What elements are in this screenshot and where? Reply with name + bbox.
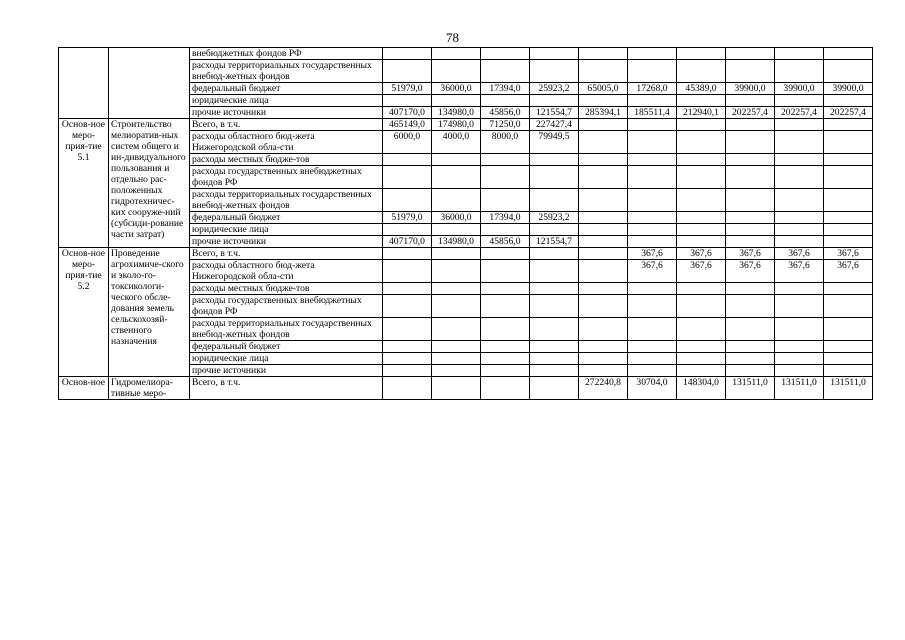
amount-cell xyxy=(677,236,726,248)
amount-cell: 8000,0 xyxy=(481,131,530,154)
amount-cell xyxy=(628,353,677,365)
amount-cell xyxy=(775,119,824,131)
amount-cell xyxy=(775,212,824,224)
amount-cell xyxy=(628,365,677,377)
funding-source-label: федеральный бюджет xyxy=(190,212,383,224)
funding-source-label: расходы местных бюдже-тов xyxy=(190,154,383,166)
funding-source-label: федеральный бюджет xyxy=(190,83,383,95)
amount-cell xyxy=(432,95,481,107)
amount-cell: 51979,0 xyxy=(383,212,432,224)
amount-cell xyxy=(383,224,432,236)
amount-cell xyxy=(530,248,579,260)
amount-cell xyxy=(628,154,677,166)
amount-cell xyxy=(775,236,824,248)
amount-cell xyxy=(726,131,775,154)
amount-cell xyxy=(628,341,677,353)
amount-cell xyxy=(677,131,726,154)
budget-table xyxy=(58,47,873,400)
amount-cell xyxy=(824,365,873,377)
measure-title: Проведение агрохимиче-ского и эколо-го-токсикологи-ческого обсле-дования земель сельскохозяй-ственного назначения xyxy=(109,248,190,377)
amount-cell xyxy=(726,236,775,248)
funding-source-label: юридические лица xyxy=(190,353,383,365)
amount-cell: 134980,0 xyxy=(432,236,481,248)
amount-cell xyxy=(383,260,432,283)
amount-cell xyxy=(481,260,530,283)
amount-cell xyxy=(530,365,579,377)
amount-cell xyxy=(432,295,481,318)
amount-cell xyxy=(579,260,628,283)
amount-cell xyxy=(824,166,873,189)
amount-cell xyxy=(579,353,628,365)
amount-cell: 131511,0 xyxy=(824,377,873,400)
amount-cell: 79949,5 xyxy=(530,131,579,154)
amount-cell xyxy=(824,95,873,107)
measure-code xyxy=(59,48,109,119)
amount-cell xyxy=(432,318,481,341)
amount-cell: 121554,7 xyxy=(530,236,579,248)
amount-cell xyxy=(432,353,481,365)
amount-cell xyxy=(726,283,775,295)
amount-cell xyxy=(726,189,775,212)
amount-cell xyxy=(481,95,530,107)
amount-cell: 45856,0 xyxy=(481,236,530,248)
amount-cell: 131511,0 xyxy=(775,377,824,400)
amount-cell xyxy=(677,95,726,107)
amount-cell xyxy=(432,283,481,295)
amount-cell xyxy=(824,353,873,365)
funding-source-label: расходы территориальных государственных внебюд-жетных фондов xyxy=(190,60,383,83)
amount-cell: 367,6 xyxy=(726,260,775,283)
amount-cell: 407170,0 xyxy=(383,107,432,119)
funding-source-label: внебюджетных фондов РФ xyxy=(190,48,383,60)
amount-cell: 285394,1 xyxy=(579,107,628,119)
amount-cell: 202257,4 xyxy=(726,107,775,119)
amount-cell xyxy=(432,248,481,260)
amount-cell: 30704,0 xyxy=(628,377,677,400)
amount-cell xyxy=(775,224,824,236)
amount-cell xyxy=(775,60,824,83)
amount-cell xyxy=(481,154,530,166)
amount-cell: 36000,0 xyxy=(432,212,481,224)
amount-cell xyxy=(677,341,726,353)
amount-cell: 17394,0 xyxy=(481,212,530,224)
amount-cell xyxy=(432,224,481,236)
amount-cell xyxy=(579,295,628,318)
amount-cell xyxy=(824,119,873,131)
amount-cell: 272240,8 xyxy=(579,377,628,400)
amount-cell: 25923,2 xyxy=(530,83,579,95)
amount-cell xyxy=(383,283,432,295)
amount-cell: 148304,0 xyxy=(677,377,726,400)
amount-cell: 134980,0 xyxy=(432,107,481,119)
amount-cell xyxy=(628,224,677,236)
amount-cell xyxy=(383,166,432,189)
amount-cell xyxy=(383,248,432,260)
amount-cell xyxy=(726,154,775,166)
amount-cell xyxy=(726,318,775,341)
table-row xyxy=(59,119,873,131)
amount-cell xyxy=(726,95,775,107)
amount-cell: 36000,0 xyxy=(432,83,481,95)
amount-cell: 367,6 xyxy=(775,260,824,283)
amount-cell xyxy=(530,377,579,400)
amount-cell xyxy=(579,365,628,377)
amount-cell xyxy=(579,236,628,248)
amount-cell xyxy=(579,48,628,60)
funding-source-label: расходы территориальных государственных внебюд-жетных фондов xyxy=(190,318,383,341)
amount-cell xyxy=(383,377,432,400)
table-row xyxy=(59,377,873,400)
amount-cell xyxy=(726,224,775,236)
amount-cell xyxy=(677,365,726,377)
amount-cell xyxy=(628,119,677,131)
amount-cell xyxy=(726,365,775,377)
amount-cell xyxy=(726,48,775,60)
amount-cell xyxy=(677,119,726,131)
amount-cell: 367,6 xyxy=(824,260,873,283)
amount-cell xyxy=(824,189,873,212)
amount-cell xyxy=(628,236,677,248)
amount-cell xyxy=(579,154,628,166)
amount-cell xyxy=(677,212,726,224)
amount-cell xyxy=(628,95,677,107)
measure-title xyxy=(109,48,190,119)
amount-cell xyxy=(677,60,726,83)
amount-cell xyxy=(677,295,726,318)
amount-cell xyxy=(677,224,726,236)
funding-source-label: прочие источники xyxy=(190,107,383,119)
amount-cell: 17394,0 xyxy=(481,83,530,95)
amount-cell: 17268,0 xyxy=(628,83,677,95)
amount-cell: 465149,0 xyxy=(383,119,432,131)
amount-cell xyxy=(432,260,481,283)
amount-cell: 367,6 xyxy=(775,248,824,260)
amount-cell xyxy=(383,154,432,166)
amount-cell xyxy=(481,341,530,353)
amount-cell xyxy=(628,131,677,154)
amount-cell: 202257,4 xyxy=(775,107,824,119)
amount-cell xyxy=(775,95,824,107)
amount-cell xyxy=(579,131,628,154)
amount-cell xyxy=(481,295,530,318)
amount-cell xyxy=(726,341,775,353)
amount-cell xyxy=(775,48,824,60)
funding-source-label: прочие источники xyxy=(190,236,383,248)
funding-source-label: юридические лица xyxy=(190,224,383,236)
amount-cell xyxy=(677,353,726,365)
funding-source-label: расходы государственных внебюджетных фондов РФ xyxy=(190,166,383,189)
amount-cell xyxy=(628,318,677,341)
measure-code: Основ-ное меро-прия-тие 5.2 xyxy=(59,248,109,377)
amount-cell: 367,6 xyxy=(677,260,726,283)
amount-cell xyxy=(530,95,579,107)
amount-cell xyxy=(628,283,677,295)
amount-cell xyxy=(530,283,579,295)
amount-cell xyxy=(481,318,530,341)
measure-code: Основ-ное xyxy=(59,377,109,400)
amount-cell xyxy=(432,189,481,212)
amount-cell xyxy=(824,154,873,166)
amount-cell xyxy=(530,48,579,60)
amount-cell xyxy=(579,95,628,107)
amount-cell xyxy=(579,212,628,224)
amount-cell: 45389,0 xyxy=(677,83,726,95)
amount-cell xyxy=(579,166,628,189)
amount-cell: 51979,0 xyxy=(383,83,432,95)
amount-cell xyxy=(481,60,530,83)
amount-cell: 39900,0 xyxy=(726,83,775,95)
amount-cell xyxy=(481,189,530,212)
amount-cell xyxy=(579,119,628,131)
amount-cell: 6000,0 xyxy=(383,131,432,154)
funding-source-label: расходы областного бюд-жета Нижегородской обла-сти xyxy=(190,260,383,283)
amount-cell: 407170,0 xyxy=(383,236,432,248)
funding-source-label: расходы местных бюдже-тов xyxy=(190,283,383,295)
amount-cell xyxy=(824,224,873,236)
table-row xyxy=(59,248,873,260)
amount-cell xyxy=(481,353,530,365)
table-row xyxy=(59,48,873,60)
amount-cell: 212940,1 xyxy=(677,107,726,119)
amount-cell xyxy=(530,60,579,83)
amount-cell xyxy=(432,154,481,166)
amount-cell xyxy=(530,318,579,341)
amount-cell xyxy=(628,189,677,212)
amount-cell xyxy=(824,131,873,154)
measure-title: Строительство мелиоратив-ных систем общего и ин-дивидуального пользования и отдельно рас-положенных гидротехничес-ких сооруже-ний (субсиди-рование части затрат) xyxy=(109,119,190,248)
funding-source-label: прочие источники xyxy=(190,365,383,377)
amount-cell xyxy=(530,260,579,283)
funding-source-label: расходы территориальных государственных внебюд-жетных фондов xyxy=(190,189,383,212)
amount-cell xyxy=(579,60,628,83)
amount-cell: 202257,4 xyxy=(824,107,873,119)
amount-cell: 65005,0 xyxy=(579,83,628,95)
amount-cell xyxy=(677,166,726,189)
amount-cell xyxy=(726,212,775,224)
amount-cell xyxy=(530,295,579,318)
amount-cell xyxy=(383,318,432,341)
amount-cell xyxy=(824,48,873,60)
amount-cell xyxy=(383,60,432,83)
funding-source-label: юридические лица xyxy=(190,95,383,107)
amount-cell xyxy=(530,189,579,212)
amount-cell xyxy=(383,365,432,377)
amount-cell xyxy=(481,166,530,189)
amount-cell xyxy=(775,341,824,353)
amount-cell xyxy=(530,224,579,236)
funding-source-label: расходы государственных внебюджетных фондов РФ xyxy=(190,295,383,318)
amount-cell: 367,6 xyxy=(677,248,726,260)
amount-cell xyxy=(677,48,726,60)
amount-cell xyxy=(824,283,873,295)
amount-cell xyxy=(432,377,481,400)
measure-title: Гидромелиора-тивные меро- xyxy=(109,377,190,400)
amount-cell xyxy=(579,283,628,295)
amount-cell xyxy=(579,189,628,212)
funding-source-label: Всего, в т.ч. xyxy=(190,248,383,260)
amount-cell xyxy=(775,318,824,341)
amount-cell xyxy=(775,166,824,189)
amount-cell xyxy=(677,154,726,166)
amount-cell xyxy=(481,248,530,260)
amount-cell xyxy=(628,212,677,224)
amount-cell xyxy=(628,48,677,60)
amount-cell xyxy=(432,341,481,353)
amount-cell xyxy=(383,189,432,212)
amount-cell xyxy=(726,295,775,318)
amount-cell: 39900,0 xyxy=(824,83,873,95)
amount-cell: 367,6 xyxy=(824,248,873,260)
amount-cell: 227427,4 xyxy=(530,119,579,131)
amount-cell xyxy=(579,318,628,341)
amount-cell xyxy=(775,295,824,318)
amount-cell xyxy=(824,60,873,83)
amount-cell xyxy=(775,189,824,212)
amount-cell xyxy=(726,166,775,189)
amount-cell xyxy=(481,48,530,60)
amount-cell: 367,6 xyxy=(726,248,775,260)
amount-cell xyxy=(530,353,579,365)
amount-cell: 121554,7 xyxy=(530,107,579,119)
amount-cell xyxy=(432,365,481,377)
amount-cell xyxy=(775,131,824,154)
amount-cell xyxy=(383,353,432,365)
amount-cell xyxy=(775,353,824,365)
amount-cell xyxy=(726,353,775,365)
amount-cell: 4000,0 xyxy=(432,131,481,154)
amount-cell: 25923,2 xyxy=(530,212,579,224)
amount-cell xyxy=(775,154,824,166)
amount-cell xyxy=(726,119,775,131)
amount-cell: 367,6 xyxy=(628,260,677,283)
amount-cell: 45856,0 xyxy=(481,107,530,119)
amount-cell xyxy=(383,341,432,353)
amount-cell xyxy=(383,295,432,318)
amount-cell: 131511,0 xyxy=(726,377,775,400)
funding-source-label: Всего, в т.ч. xyxy=(190,119,383,131)
page-number: 78 xyxy=(446,30,459,45)
amount-cell: 185511,4 xyxy=(628,107,677,119)
amount-cell xyxy=(775,283,824,295)
amount-cell xyxy=(530,341,579,353)
amount-cell xyxy=(530,154,579,166)
amount-cell xyxy=(579,341,628,353)
measure-code: Основ-ное меро-прия-тие 5.1 xyxy=(59,119,109,248)
amount-cell xyxy=(628,166,677,189)
amount-cell xyxy=(677,189,726,212)
amount-cell xyxy=(824,318,873,341)
funding-source-label: Всего, в т.ч. xyxy=(190,377,383,400)
amount-cell xyxy=(677,283,726,295)
amount-cell xyxy=(677,318,726,341)
amount-cell xyxy=(579,248,628,260)
amount-cell xyxy=(481,224,530,236)
funding-source-label: федеральный бюджет xyxy=(190,341,383,353)
amount-cell: 367,6 xyxy=(628,248,677,260)
funding-source-label: расходы областного бюд-жета Нижегородской обла-сти xyxy=(190,131,383,154)
amount-cell xyxy=(432,60,481,83)
amount-cell xyxy=(383,48,432,60)
amount-cell xyxy=(579,224,628,236)
amount-cell xyxy=(481,365,530,377)
amount-cell xyxy=(628,60,677,83)
amount-cell xyxy=(530,166,579,189)
amount-cell xyxy=(824,212,873,224)
amount-cell xyxy=(824,341,873,353)
amount-cell xyxy=(628,295,677,318)
amount-cell: 71250,0 xyxy=(481,119,530,131)
amount-cell xyxy=(432,166,481,189)
amount-cell xyxy=(383,95,432,107)
amount-cell xyxy=(824,295,873,318)
amount-cell xyxy=(775,365,824,377)
amount-cell xyxy=(824,236,873,248)
amount-cell: 39900,0 xyxy=(775,83,824,95)
amount-cell xyxy=(481,283,530,295)
amount-cell xyxy=(432,48,481,60)
amount-cell xyxy=(726,60,775,83)
amount-cell xyxy=(481,377,530,400)
amount-cell: 174980,0 xyxy=(432,119,481,131)
